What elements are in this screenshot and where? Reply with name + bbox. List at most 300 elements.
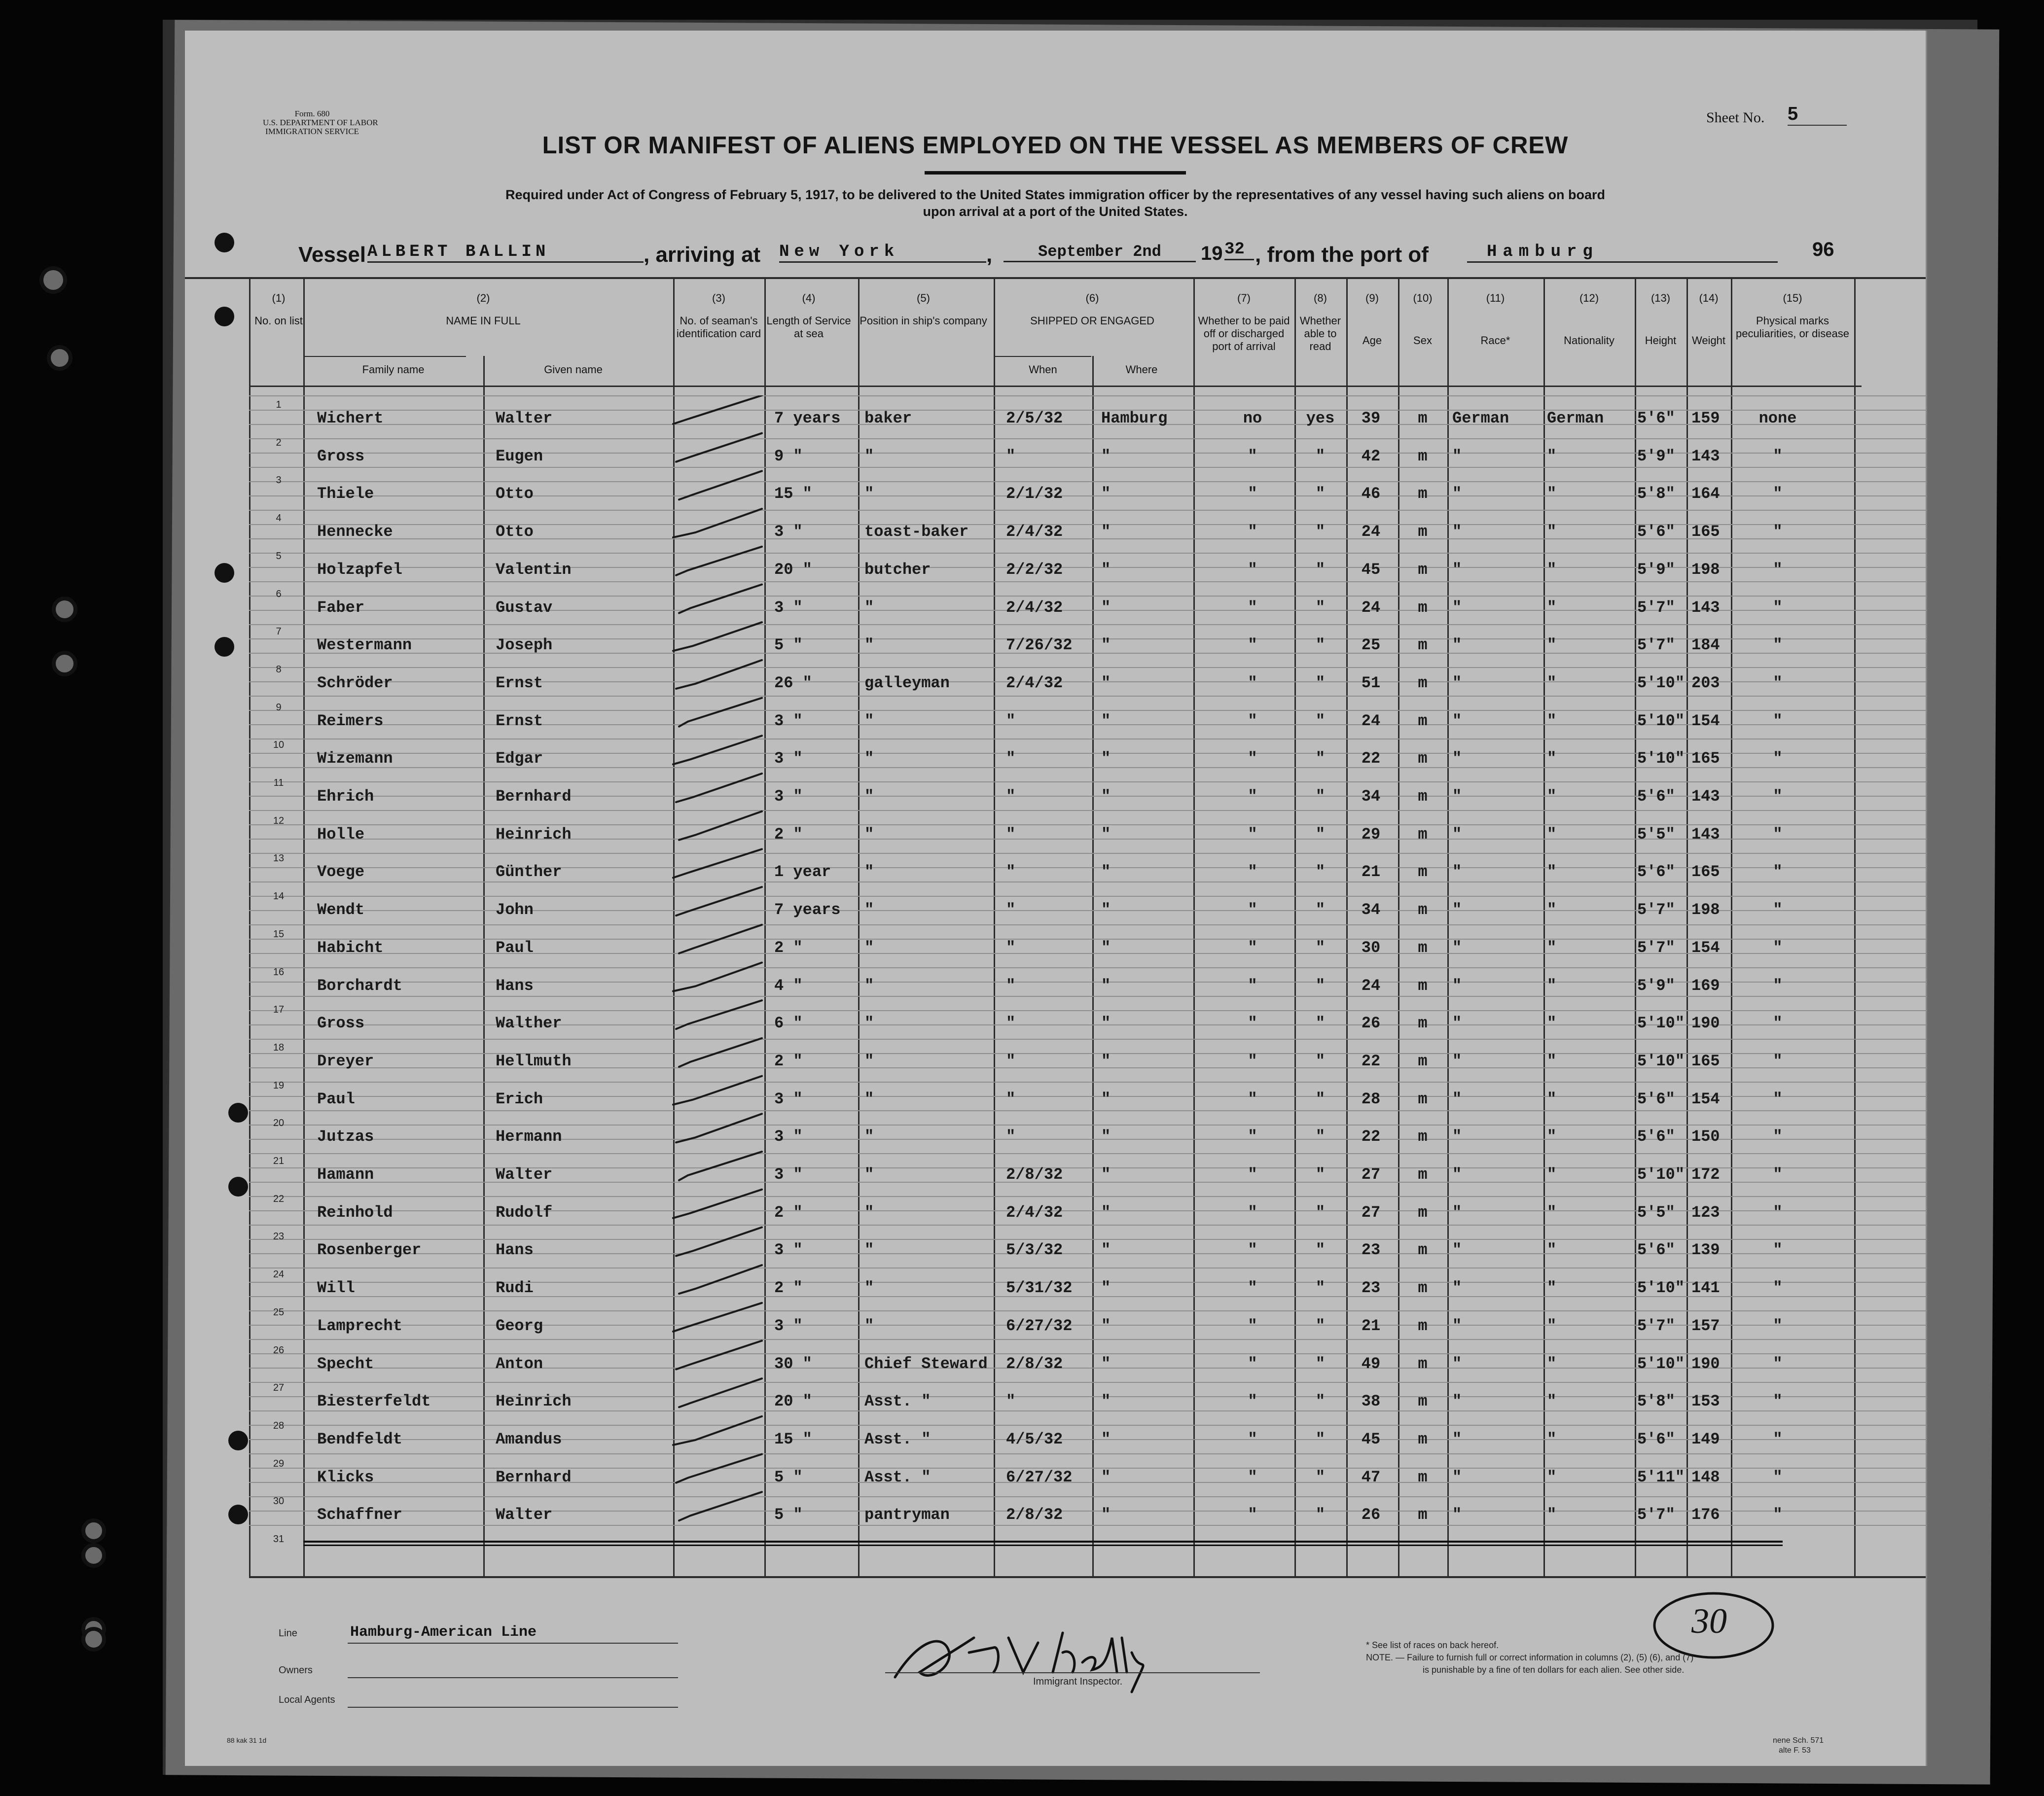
column-separator bbox=[994, 277, 995, 1576]
cell-paid: " bbox=[1248, 1392, 1257, 1411]
cell-when: 7/26/32 bbox=[1006, 636, 1073, 655]
cell-marks: " bbox=[1773, 787, 1783, 806]
cell-service: 20 " bbox=[774, 560, 812, 579]
check-mark bbox=[679, 471, 762, 499]
cell-when: 2/5/32 bbox=[1006, 409, 1063, 427]
cell-paid: " bbox=[1248, 560, 1257, 579]
cell-given: Anton bbox=[496, 1354, 543, 1373]
column-separator bbox=[1854, 277, 1856, 1576]
cell-when: 2/1/32 bbox=[1006, 485, 1063, 503]
cell-where: " bbox=[1101, 863, 1111, 881]
cell-family: Biesterfeldt bbox=[317, 1392, 431, 1411]
cell-height: 5'8" bbox=[1637, 1392, 1675, 1411]
punch-hole bbox=[228, 1103, 248, 1123]
check-mark bbox=[676, 660, 762, 689]
cell-weight: 172 bbox=[1691, 1165, 1720, 1184]
cell-weight: 190 bbox=[1691, 1014, 1720, 1033]
cell-age: 45 bbox=[1361, 560, 1381, 579]
cell-nationality: " bbox=[1547, 1241, 1557, 1260]
cell-when: 2/4/32 bbox=[1006, 523, 1063, 541]
row-number: 30 bbox=[273, 1496, 285, 1507]
corner-note-1: nene Sch. 571 bbox=[1773, 1736, 1824, 1745]
cell-when: " bbox=[1006, 1090, 1016, 1108]
cell-marks: none bbox=[1758, 409, 1797, 427]
cell-service: 3 " bbox=[774, 1127, 803, 1146]
cell-read: " bbox=[1315, 1014, 1326, 1033]
cell-where: " bbox=[1101, 901, 1111, 919]
cell-sex: m bbox=[1418, 825, 1428, 844]
cell-race: " bbox=[1452, 938, 1462, 957]
cell-sex: m bbox=[1418, 1279, 1428, 1298]
cell-paid: " bbox=[1248, 1203, 1257, 1222]
cell-marks: " bbox=[1773, 1316, 1783, 1335]
cell-paid: " bbox=[1248, 1165, 1257, 1184]
cell-paid: " bbox=[1248, 825, 1257, 844]
check-mark bbox=[676, 1454, 762, 1483]
cell-race: " bbox=[1452, 1090, 1462, 1108]
cell-weight: 184 bbox=[1691, 636, 1720, 655]
col-header-7 bbox=[1193, 292, 1294, 353]
cell-marks: " bbox=[1773, 1430, 1783, 1448]
manifest-sheet bbox=[185, 31, 1927, 1766]
col-label: Age bbox=[1362, 334, 1382, 347]
cell-sex: m bbox=[1418, 409, 1428, 427]
page-title: LIST OR MANIFEST OF ALIENS EMPLOYED ON THE VESSEL AS MEMBERS OF CREW bbox=[542, 132, 1569, 159]
shipped-subheader-rule bbox=[994, 356, 1091, 357]
col-label: No. of seaman's identification card bbox=[676, 315, 761, 340]
col-num: (10) bbox=[1413, 292, 1433, 304]
table-bottom-border bbox=[249, 1576, 1926, 1578]
ruled-line bbox=[249, 896, 1926, 897]
col-num: (8) bbox=[1314, 292, 1327, 304]
check-mark bbox=[673, 1416, 762, 1445]
cell-paid: " bbox=[1248, 1014, 1257, 1033]
cell-service: 7 years bbox=[774, 409, 841, 427]
cell-where: " bbox=[1101, 1014, 1111, 1033]
cell-race: " bbox=[1452, 863, 1462, 881]
binder-ring bbox=[52, 651, 77, 676]
from-port: Hamburg bbox=[1467, 243, 1778, 263]
cell-paid: " bbox=[1248, 749, 1257, 768]
cell-when: " bbox=[1006, 901, 1016, 919]
cell-weight: 150 bbox=[1691, 1127, 1720, 1146]
cell-family: Jutzas bbox=[317, 1127, 374, 1146]
cell-race: " bbox=[1452, 1506, 1462, 1524]
row-number: 13 bbox=[273, 853, 285, 864]
cell-age: 34 bbox=[1361, 787, 1381, 806]
cell-sex: m bbox=[1418, 598, 1428, 617]
inspector-underline bbox=[885, 1672, 1260, 1673]
col-label: Physical marks peculiarities, or disease bbox=[1736, 315, 1849, 340]
cell-service: 3 " bbox=[774, 787, 803, 806]
cell-age: 45 bbox=[1361, 1430, 1381, 1448]
binder-ring bbox=[47, 345, 72, 371]
cell-when: " bbox=[1006, 976, 1016, 995]
ruled-line bbox=[249, 710, 1926, 711]
row-number: 9 bbox=[276, 702, 282, 713]
cell-position: " bbox=[864, 976, 874, 995]
cell-marks: " bbox=[1773, 749, 1783, 768]
cell-when: " bbox=[1006, 1014, 1016, 1033]
cell-race: " bbox=[1452, 1430, 1462, 1448]
note-2: NOTE. — Failure to furnish full or correct information in columns (2), (5) (6), and (7) bbox=[1366, 1653, 1694, 1662]
cell-age: 24 bbox=[1361, 598, 1381, 617]
cell-position: " bbox=[864, 825, 874, 844]
cell-nationality: " bbox=[1547, 863, 1557, 881]
cell-when: 2/8/32 bbox=[1006, 1165, 1063, 1184]
agents-underline bbox=[348, 1707, 678, 1708]
cell-given: Ernst bbox=[496, 711, 543, 730]
check-mark bbox=[673, 1076, 762, 1105]
cell-age: 24 bbox=[1361, 976, 1381, 995]
cell-race: " bbox=[1452, 598, 1462, 617]
cell-position: galleyman bbox=[864, 673, 950, 692]
ruled-line bbox=[249, 1125, 1926, 1126]
column-separator bbox=[1346, 277, 1348, 1576]
year-suffix: 32 bbox=[1224, 240, 1254, 260]
cell-service: 3 " bbox=[774, 1165, 803, 1184]
cell-paid: " bbox=[1248, 485, 1257, 503]
cell-race: " bbox=[1452, 1241, 1462, 1260]
binder-ring bbox=[52, 597, 77, 622]
cell-sex: m bbox=[1418, 711, 1428, 730]
column-separator bbox=[1398, 277, 1399, 1576]
cell-weight: 165 bbox=[1691, 1052, 1720, 1070]
cell-nationality: " bbox=[1547, 1090, 1557, 1108]
cell-race: " bbox=[1452, 787, 1462, 806]
header-bottom-border bbox=[249, 386, 1862, 387]
cell-sex: m bbox=[1418, 1354, 1428, 1373]
cell-where: " bbox=[1101, 1279, 1111, 1298]
col-label: Whether to be paid off or discharged port of arrival bbox=[1198, 315, 1290, 352]
cell-when: 6/27/32 bbox=[1006, 1468, 1073, 1486]
cell-where: " bbox=[1101, 749, 1111, 768]
cell-position: " bbox=[864, 1014, 874, 1033]
cell-given: Bernhard bbox=[496, 1468, 572, 1486]
cell-given: Georg bbox=[496, 1316, 543, 1335]
cell-where: " bbox=[1101, 1241, 1111, 1260]
punch-hole bbox=[215, 637, 234, 657]
cell-sex: m bbox=[1418, 1506, 1428, 1524]
cell-height: 5'7" bbox=[1637, 938, 1675, 957]
cell-race: " bbox=[1452, 749, 1462, 768]
cell-race: " bbox=[1452, 523, 1462, 541]
cell-family: Hamann bbox=[317, 1165, 374, 1184]
cell-where: " bbox=[1101, 523, 1111, 541]
cell-marks: " bbox=[1773, 863, 1783, 881]
cell-service: 20 " bbox=[774, 1392, 812, 1411]
cell-given: Eugen bbox=[496, 447, 543, 465]
cell-weight: 203 bbox=[1691, 673, 1720, 692]
cell-marks: " bbox=[1773, 636, 1783, 655]
printer-mark: 88 kak 31 1d bbox=[227, 1736, 267, 1744]
cell-where: Hamburg bbox=[1101, 409, 1168, 427]
cell-race: " bbox=[1452, 1279, 1462, 1298]
row-number: 3 bbox=[276, 475, 282, 486]
cell-marks: " bbox=[1773, 598, 1783, 617]
cell-given: Heinrich bbox=[496, 1392, 572, 1411]
check-mark bbox=[676, 433, 762, 462]
cell-family: Reinhold bbox=[317, 1203, 393, 1222]
cell-nationality: " bbox=[1547, 749, 1557, 768]
ruled-line bbox=[249, 624, 1926, 625]
cell-family: Holle bbox=[317, 825, 365, 844]
row-number: 11 bbox=[273, 777, 284, 788]
col-num: (3) bbox=[712, 292, 725, 304]
col-label: No. on list bbox=[254, 315, 303, 327]
cell-read: " bbox=[1315, 863, 1326, 881]
cell-nationality: " bbox=[1547, 447, 1557, 465]
cell-height: 5'6" bbox=[1637, 1127, 1675, 1146]
cell-where: " bbox=[1101, 1468, 1111, 1486]
cell-nationality: " bbox=[1547, 938, 1557, 957]
cell-weight: 149 bbox=[1691, 1430, 1720, 1448]
col-label: Sex bbox=[1413, 334, 1432, 347]
cell-weight: 143 bbox=[1691, 787, 1720, 806]
col-label: Height bbox=[1645, 334, 1677, 347]
cell-given: Edgar bbox=[496, 749, 543, 768]
cell-sex: m bbox=[1418, 749, 1428, 768]
cell-marks: " bbox=[1773, 901, 1783, 919]
cell-height: 5'9" bbox=[1637, 447, 1675, 465]
cell-sex: m bbox=[1418, 863, 1428, 881]
cell-weight: 141 bbox=[1691, 1279, 1720, 1298]
cell-read: " bbox=[1315, 673, 1326, 692]
cell-service: 3 " bbox=[774, 1316, 803, 1335]
cell-marks: " bbox=[1773, 1241, 1783, 1260]
cell-weight: 165 bbox=[1691, 863, 1720, 881]
cell-when: 2/4/32 bbox=[1006, 1203, 1063, 1222]
cell-when: " bbox=[1006, 1052, 1016, 1070]
ruled-line bbox=[249, 467, 1926, 468]
cell-sex: m bbox=[1418, 1052, 1428, 1070]
cell-nationality: " bbox=[1547, 976, 1557, 995]
cell-race: " bbox=[1452, 636, 1462, 655]
ruled-line bbox=[249, 1225, 1926, 1226]
cell-read: " bbox=[1315, 901, 1326, 919]
cell-nationality: " bbox=[1547, 901, 1557, 919]
cell-weight: 148 bbox=[1691, 1468, 1720, 1486]
cell-position: " bbox=[864, 711, 874, 730]
col-header-1 bbox=[254, 292, 303, 327]
owners-underline bbox=[348, 1677, 678, 1678]
cell-given: Hellmuth bbox=[496, 1052, 572, 1070]
cell-service: 6 " bbox=[774, 1014, 803, 1033]
cell-family: Faber bbox=[317, 598, 365, 617]
cell-height: 5'10" bbox=[1637, 1052, 1685, 1070]
cell-read: " bbox=[1315, 1203, 1326, 1222]
cell-height: 5'6" bbox=[1637, 1241, 1675, 1260]
column-separator bbox=[1193, 277, 1195, 1576]
cell-where: " bbox=[1101, 1090, 1111, 1108]
cell-family: Voege bbox=[317, 863, 365, 881]
cell-family: Wizemann bbox=[317, 749, 393, 768]
cell-paid: " bbox=[1248, 598, 1257, 617]
column-separator bbox=[1294, 277, 1296, 1576]
cell-given: Amandus bbox=[496, 1430, 562, 1448]
cell-where: " bbox=[1101, 1165, 1111, 1184]
binder-ring bbox=[81, 1627, 106, 1652]
cell-sex: m bbox=[1418, 636, 1428, 655]
cell-height: 5'6" bbox=[1637, 863, 1675, 881]
cell-age: 29 bbox=[1361, 825, 1381, 844]
cell-age: 39 bbox=[1361, 409, 1381, 427]
vessel-name: ALBERT BALLIN bbox=[367, 243, 644, 263]
cell-family: Specht bbox=[317, 1354, 374, 1373]
cell-position: " bbox=[864, 1279, 874, 1298]
cell-where: " bbox=[1101, 711, 1111, 730]
cell-height: 5'8" bbox=[1637, 485, 1675, 503]
cell-service: 3 " bbox=[774, 711, 803, 730]
ruled-line bbox=[249, 881, 1926, 882]
cell-where: " bbox=[1101, 1354, 1111, 1373]
ruled-line bbox=[249, 810, 1926, 811]
page-mark: 96 bbox=[1812, 239, 1834, 260]
service: IMMIGRATION SERVICE bbox=[265, 127, 359, 136]
cell-weight: 190 bbox=[1691, 1354, 1720, 1373]
cell-read: " bbox=[1315, 560, 1326, 579]
col-header-15 bbox=[1731, 292, 1854, 340]
cell-service: 5 " bbox=[774, 1506, 803, 1524]
cell-where: " bbox=[1101, 447, 1111, 465]
cell-position: Asst. " bbox=[864, 1392, 931, 1411]
cell-read: " bbox=[1315, 1165, 1326, 1184]
ruled-line bbox=[249, 967, 1926, 968]
ruled-line bbox=[249, 596, 1926, 597]
form-number: Form. 680 bbox=[294, 109, 330, 118]
cell-paid: " bbox=[1248, 1468, 1257, 1486]
cell-given: Hermann bbox=[496, 1127, 562, 1146]
row-number: 25 bbox=[273, 1306, 285, 1318]
cell-weight: 159 bbox=[1691, 409, 1720, 427]
cell-position: Chief Steward bbox=[864, 1354, 988, 1373]
cell-given: Rudolf bbox=[496, 1203, 553, 1222]
cell-read: " bbox=[1315, 711, 1326, 730]
cell-given: Walther bbox=[496, 1014, 562, 1033]
cell-race: " bbox=[1452, 485, 1462, 503]
ruled-line bbox=[249, 1453, 1926, 1454]
cell-marks: " bbox=[1773, 1392, 1783, 1411]
cell-race: " bbox=[1452, 1014, 1462, 1033]
cell-age: 42 bbox=[1361, 447, 1381, 465]
row-number: 17 bbox=[273, 1004, 285, 1016]
cell-nationality: " bbox=[1547, 1354, 1557, 1373]
cell-sex: m bbox=[1418, 485, 1428, 503]
cell-paid: " bbox=[1248, 1279, 1257, 1298]
cell-height: 5'11" bbox=[1637, 1468, 1685, 1486]
cell-marks: " bbox=[1773, 711, 1783, 730]
col-header-12 bbox=[1543, 292, 1635, 347]
cell-family: Paul bbox=[317, 1090, 355, 1108]
ruled-line bbox=[249, 924, 1926, 925]
cell-paid: " bbox=[1248, 523, 1257, 541]
cell-service: 3 " bbox=[774, 749, 803, 768]
cell-race: " bbox=[1452, 1316, 1462, 1335]
cell-marks: " bbox=[1773, 1203, 1783, 1222]
table-top-border bbox=[185, 277, 1926, 279]
sheet-label: Sheet No. bbox=[1706, 109, 1765, 126]
col-num: (1) bbox=[272, 292, 286, 304]
check-mark bbox=[679, 1378, 762, 1407]
cell-given: Otto bbox=[496, 485, 534, 503]
cell-sex: m bbox=[1418, 787, 1428, 806]
col-header-4 bbox=[764, 292, 853, 340]
cell-position: " bbox=[864, 1241, 874, 1260]
cell-service: 3 " bbox=[774, 523, 803, 541]
cell-height: 5'5" bbox=[1637, 1203, 1675, 1222]
sheet-number: 5 bbox=[1788, 104, 1847, 126]
ruled-line bbox=[249, 1039, 1926, 1040]
cell-position: baker bbox=[864, 409, 912, 427]
cell-position: " bbox=[864, 863, 874, 881]
ruled-line bbox=[249, 1496, 1926, 1497]
row-number: 31 bbox=[273, 1534, 285, 1545]
cell-height: 5'10" bbox=[1637, 711, 1685, 730]
cell-height: 5'10" bbox=[1637, 1014, 1685, 1033]
cell-when: 6/27/32 bbox=[1006, 1316, 1073, 1335]
cell-read: " bbox=[1315, 1316, 1326, 1335]
cell-sex: m bbox=[1418, 901, 1428, 919]
year-prefix: 19 bbox=[1201, 243, 1223, 264]
cell-read: " bbox=[1315, 1127, 1326, 1146]
cell-age: 22 bbox=[1361, 749, 1381, 768]
cell-paid: " bbox=[1248, 711, 1257, 730]
punch-hole bbox=[228, 1431, 248, 1450]
cell-when: " bbox=[1006, 863, 1016, 881]
col-header-14 bbox=[1686, 292, 1731, 347]
ruled-line bbox=[249, 1153, 1926, 1154]
ruled-line bbox=[249, 1525, 1926, 1526]
row-number: 15 bbox=[273, 928, 285, 940]
cell-service: 5 " bbox=[774, 1468, 803, 1486]
col-header-8 bbox=[1294, 292, 1346, 353]
cell-height: 5'7" bbox=[1637, 1506, 1675, 1524]
col-label: Length of Service at sea bbox=[766, 315, 851, 340]
cell-sex: m bbox=[1418, 673, 1428, 692]
cell-given: Günther bbox=[496, 863, 562, 881]
cell-when: 2/8/32 bbox=[1006, 1354, 1063, 1373]
cell-paid: " bbox=[1248, 1316, 1257, 1335]
ruled-line bbox=[249, 510, 1926, 511]
cell-service: 2 " bbox=[774, 938, 803, 957]
cell-family: Will bbox=[317, 1279, 355, 1298]
check-mark bbox=[673, 963, 762, 991]
cell-marks: " bbox=[1773, 1279, 1783, 1298]
row-number: 5 bbox=[276, 550, 282, 562]
check-mark bbox=[679, 698, 762, 727]
row-number: 7 bbox=[276, 626, 282, 637]
cell-height: 5'10" bbox=[1637, 673, 1685, 692]
cell-read: " bbox=[1315, 938, 1326, 957]
cell-sex: m bbox=[1418, 1203, 1428, 1222]
ruled-line bbox=[249, 581, 1926, 582]
ruled-line bbox=[249, 1310, 1926, 1311]
cell-race: " bbox=[1452, 976, 1462, 995]
cell-family: Habicht bbox=[317, 938, 384, 957]
note-1: * See list of races on back hereof. bbox=[1366, 1640, 1499, 1650]
cell-age: 26 bbox=[1361, 1506, 1381, 1524]
cell-read: " bbox=[1315, 787, 1326, 806]
cell-position: " bbox=[864, 1203, 874, 1222]
cell-nationality: German bbox=[1547, 409, 1604, 427]
column-separator bbox=[1447, 277, 1449, 1576]
cell-age: 22 bbox=[1361, 1127, 1381, 1146]
cell-when: " bbox=[1006, 938, 1016, 957]
cell-read: " bbox=[1315, 523, 1326, 541]
ruled-line bbox=[249, 1382, 1926, 1383]
row-number: 12 bbox=[273, 815, 285, 826]
cell-given: John bbox=[496, 901, 534, 919]
